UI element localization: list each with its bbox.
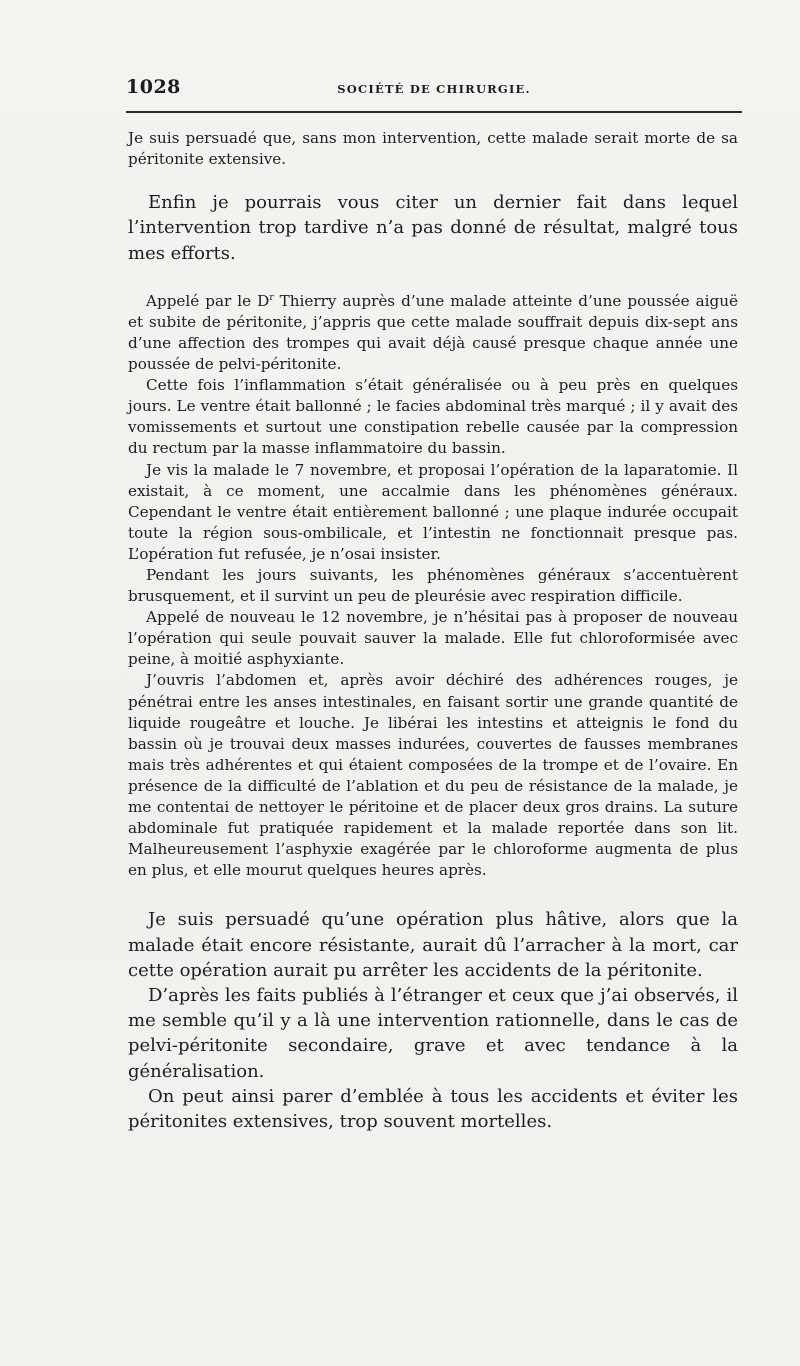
paragraph-4: Cette fois l’inflammation s’était généralisée ou à peu près en quelques jours. Le ventre était ballonné ; le facies abdominal très marqué ; il y avait des vomissements et surtout une constipation rebelle causée par la compression du rectum par la masse inflammatoire du bassin. <box>128 376 738 458</box>
paragraph-6: Pendant les jours suivants, les phénomènes généraux s’accentuèrent brusquement, et il survint un peu de pleurésie avec respiration difficile. <box>128 566 738 606</box>
paragraph-11: On peut ainsi parer d’emblée à tous les accidents et éviter les péritonites extensives, trop souvent mortelles. <box>128 1085 738 1133</box>
paragraph-3-start: Appelé par le D <box>146 291 270 310</box>
paragraph-2: Enfin je pourrais vous citer un dernier fait dans lequel l’intervention trop tardive n’a pas donné de résultat, malgré tous mes efforts. <box>128 192 738 264</box>
paragraph-8: J’ouvris l’abdomen et, après avoir déchiré des adhérences rouges, je pénétrai entre les anses intestinales, en faisant sortir une grande quantité de liquide rougeâtre et louche. Je libérai les intestins et atteignis le fond du bassin où je trouvai deux masses indurées, couvertes de fausses membranes mais très adhérentes et qui étaient composées de la trompe et de l’ovaire. En présence de la difficulté de l’ablation et du peu de résistance de la malade, je me contentai de nettoyer le péritoine et de placer deux gros drains. La suture abdominale fut pratiquée rapidement et la malade reportée dans son lit. Malheureusement l’asphyxie exagérée par le chloroforme augmenta de plus en plus, et elle mourut quelques heures après. <box>128 671 738 880</box>
doctor-superscript: r <box>269 292 274 303</box>
paragraph-3 <box>128 291 738 375</box>
page-header <box>126 74 742 104</box>
paragraph-3-rest: Thierry auprès d’une malade atteinte d’une poussée aiguë et subite de péritonite, j’appris que cette malade souffrait depuis dix-sept ans d’une affection des trompes qui avait déjà causé presque chaque année une poussée de pelvi-péritonite. <box>128 291 738 374</box>
paragraph-10: D’après les faits publiés à l’étranger et ceux que j’ai observés, il me semble qu’il y a là une intervention rationnelle, dans le cas de pelvi-péritonite secondaire, grave et avec tendance à la généralisation. <box>128 985 738 1082</box>
paragraph-1: Je suis persuadé que, sans mon intervention, cette malade serait morte de sa péritonite extensive. <box>128 129 738 169</box>
paragraph-7: Appelé de nouveau le 12 novembre, je n’hésitai pas à proposer de nouveau l’opération qui seule pouvait sauver la malade. Elle fut chloroformisée avec peine, à moitié asphyxiante. <box>128 608 738 669</box>
page-number: 1028 <box>126 76 181 98</box>
running-head: SOCIÉTÉ DE CHIRURGIE. <box>337 82 531 96</box>
paragraph-9: Je suis persuadé qu’une opération plus hâtive, alors que la malade était encore résistante, aurait dû l’arracher à la mort, car cette opération aurait pu arrêter les accidents de la péritonite. <box>128 909 738 981</box>
header-rule <box>126 111 742 113</box>
body-text <box>128 128 738 1134</box>
paragraph-5: Je vis la malade le 7 novembre, et proposai l’opération de la laparatomie. Il existait, à ce moment, une accalmie dans les phénomènes généraux. Cependant le ventre était entièrement ballonné ; une plaque indurée occupait toute la région sous-ombilicale, et l’intestin ne fonctionnait presque pas. L’opération fut refusée, je n’osai insister. <box>128 460 738 563</box>
